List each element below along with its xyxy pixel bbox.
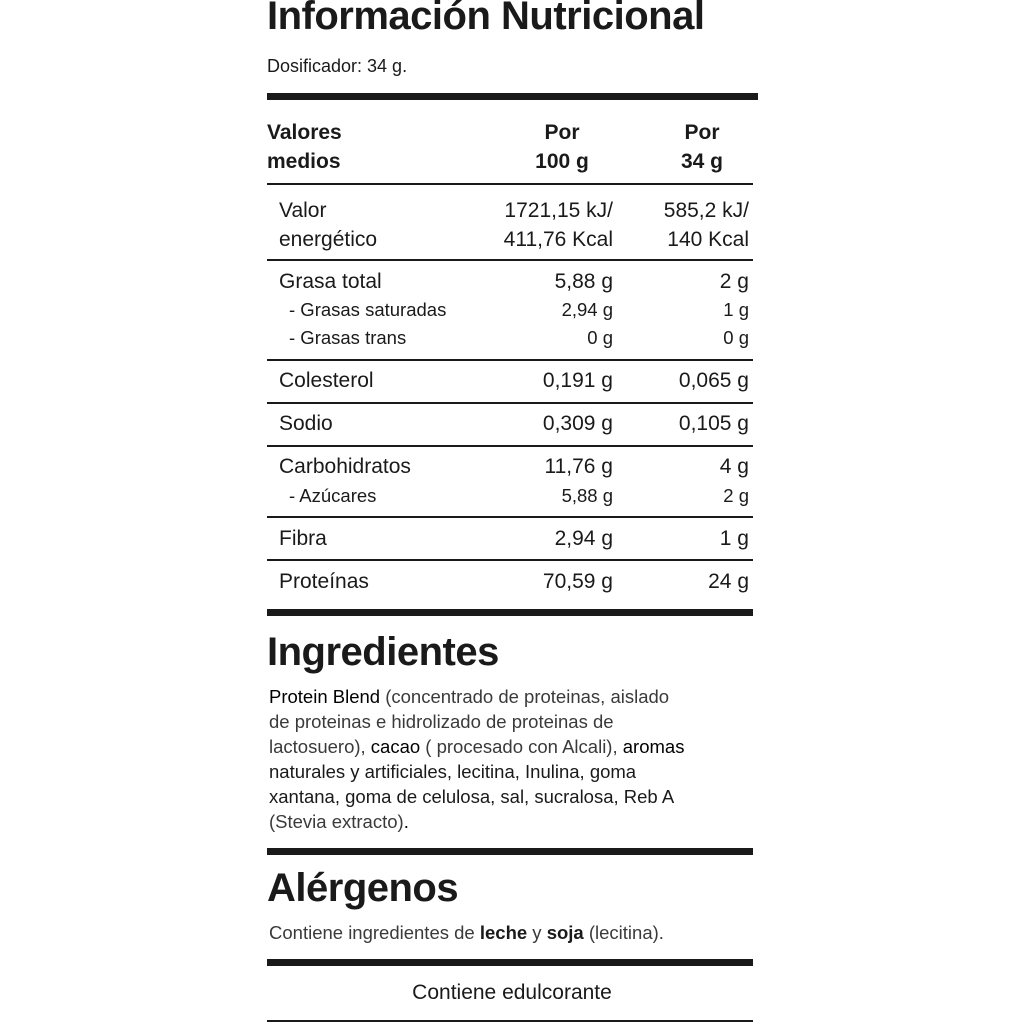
row-value-protein-perserving: 24 g [708,570,749,593]
row-value-fiber-per100: 2,94 g [554,527,613,550]
row-label-sodium: Sodio [279,412,333,435]
row-label-cholesterol: Colesterol [279,369,374,392]
divider-thick [267,848,753,855]
row-label-saturated-fat: - Grasas saturadas [289,299,447,320]
row-value-trans-fat-per100: 0 g [587,327,613,348]
allergens-heading: Alérgenos [267,866,459,910]
divider [267,259,753,261]
divider [267,183,753,185]
row-label-carbs: Carbohidratos [279,455,411,478]
col-header-values: Valores medios [267,121,342,173]
row-value-protein-per100: 70,59 g [542,570,613,593]
row-value-saturated-fat-per100: 2,94 g [561,299,613,320]
col-header-perserving: Por 34 g [680,121,724,173]
row-value-carbs-perserving: 4 g [719,455,749,478]
divider [267,359,753,361]
ingredients-text: Protein Blend (concentrado de proteinas, aislado de proteinas e hidrolizado de proteinas de lactosuero), cacao ( procesado con Alcali), aromas naturales y artificiales, lecitina, Inulina, goma xantana, goma de celulosa, sal, sucralosa, Reb A (Stevia extracto). [269,686,685,832]
divider [267,1020,753,1022]
row-label-fat: Grasa total [279,270,382,293]
col-header-per100: Por 100 g [535,121,589,173]
row-value-fat-per100: 5,88 g [554,270,613,293]
row-label-sugars: - Azúcares [289,485,377,506]
divider [267,559,753,561]
row-value-sugars-per100: 5,88 g [561,485,613,506]
divider [267,402,753,404]
row-label-protein: Proteínas [279,570,369,593]
row-label-fiber: Fibra [279,527,327,550]
row-label-trans-fat: - Grasas trans [289,327,407,348]
serving-size: Dosificador: 34 g. [267,56,408,76]
allergens-text: Contiene ingredientes de leche y soja (lecitina). [269,922,664,943]
row-value-saturated-fat-perserving: 1 g [723,299,749,320]
divider-thick [267,959,753,966]
row-value-sugars-perserving: 2 g [723,485,749,506]
row-value-sodium-perserving: 0,105 g [678,412,749,435]
sweetener-note: Contiene edulcorante [412,981,612,1004]
row-value-sodium-per100: 0,309 g [542,412,613,435]
divider-thick [267,609,753,616]
row-value-energy-per100: 1721,15 kJ/ 411,76 Kcal [503,199,613,251]
row-value-energy-perserving: 585,2 kJ/ 140 Kcal [663,199,749,251]
row-value-trans-fat-perserving: 0 g [723,327,749,348]
row-value-cholesterol-per100: 0,191 g [542,369,613,392]
divider-thick [267,93,758,100]
row-value-carbs-per100: 11,76 g [544,455,613,478]
row-value-fiber-perserving: 1 g [719,527,749,550]
page-title: Información Nutricional [267,0,705,38]
row-value-fat-perserving: 2 g [719,270,749,293]
divider [267,516,753,518]
row-label-energy: Valor energético [279,199,378,251]
ingredients-heading: Ingredientes [267,630,499,674]
row-value-cholesterol-perserving: 0,065 g [678,369,749,392]
divider [267,445,753,447]
